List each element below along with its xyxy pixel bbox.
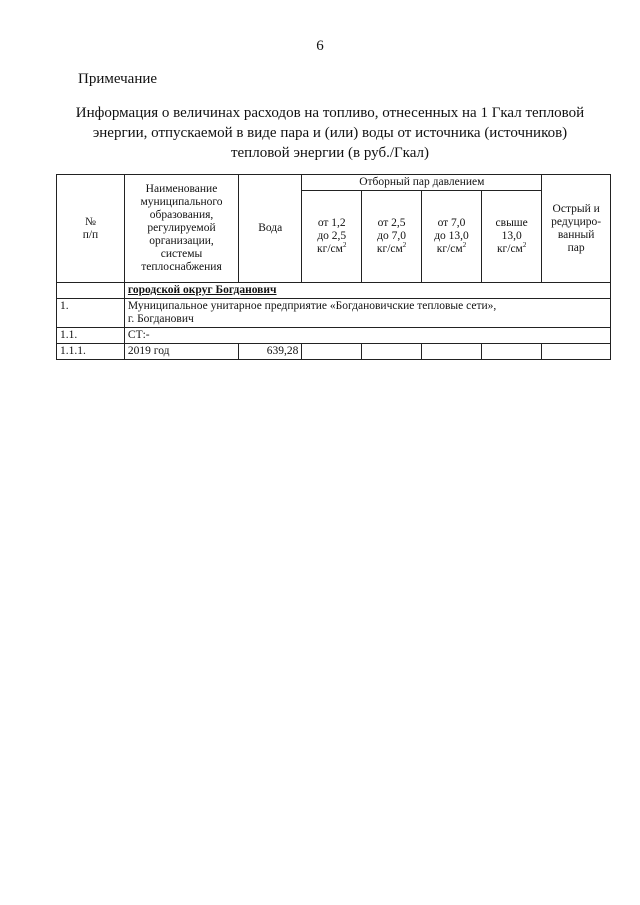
header-sharp-line: ванный — [557, 228, 595, 241]
pressure-unit: $кг/см^2$ — [376, 241, 407, 255]
pressure-line: до 2,5 — [317, 230, 347, 242]
header-name-line: образования, — [149, 209, 214, 221]
row-text: СТ:- — [124, 328, 610, 344]
header-num-line: п/п — [82, 228, 99, 241]
header-steam-group: Отборный пар давлением — [302, 175, 542, 191]
pressure-line: 13,0 — [501, 230, 522, 242]
table-cell — [302, 344, 362, 360]
table-cell — [542, 344, 611, 360]
header-name-line: муниципального — [140, 196, 223, 208]
row-num: 1. — [57, 299, 125, 328]
district-cell — [124, 283, 610, 299]
header-name-line: системы — [160, 248, 203, 260]
header-pressure-4 — [481, 191, 541, 283]
table-row — [57, 328, 611, 344]
district-name: городской округ Богданович — [127, 284, 277, 296]
pressure-unit: $кг/см^2$ — [496, 241, 527, 255]
row-text — [124, 299, 610, 328]
title-line-2: энергии, отпускаемой в виде пара и (или) воды от источника (источников) — [92, 125, 568, 141]
note-label: Примечание — [78, 71, 158, 87]
header-name-line: теплоснабжения — [141, 261, 222, 273]
header-sharp-line: пар — [567, 241, 585, 254]
table-row — [57, 344, 611, 360]
pressure-line: от 1,2 — [317, 217, 346, 229]
header-pressure-1 — [302, 191, 362, 283]
header-num-line: № — [84, 215, 96, 228]
row-period: 2019 год — [124, 344, 238, 360]
header-name-line: организации, — [149, 235, 214, 247]
row-text-line: г. Богданович — [127, 313, 194, 325]
pressure-unit: $кг/см^2$ — [436, 241, 467, 255]
pressure-line: свыше — [495, 217, 528, 229]
table-cell — [481, 344, 541, 360]
fuel-cost-table — [56, 174, 611, 360]
pressure-line: от 7,0 — [437, 217, 466, 229]
row-num: 1.1. — [57, 328, 125, 344]
header-pressure-2 — [362, 191, 422, 283]
row-num: 1.1.1. — [57, 344, 125, 360]
row-water-value: 639,28 — [239, 344, 302, 360]
header-name-line: регулируемой — [147, 222, 216, 234]
header-water: Вода — [239, 175, 302, 283]
header-num — [57, 175, 125, 283]
title-line-1: Информация о величинах расходов на топливо, отнесенных на 1 Гкал тепловой — [75, 105, 585, 121]
header-name — [124, 175, 238, 283]
document-title — [70, 103, 590, 163]
table-cell — [362, 344, 422, 360]
title-line-3: тепловой энергии (в руб./Гкал) — [230, 145, 430, 161]
header-sharp-line: Острый и — [552, 202, 600, 215]
header-sharp-steam — [542, 175, 611, 283]
pressure-unit: $кг/см^2$ — [317, 241, 347, 255]
pressure-line: от 2,5 — [377, 217, 406, 229]
table-cell — [422, 344, 482, 360]
pressure-line: до 13,0 — [434, 230, 469, 242]
header-sharp-line: редуциро- — [551, 215, 602, 228]
table-row — [57, 299, 611, 328]
header-name-line: Наименование — [145, 183, 218, 195]
table-row — [57, 283, 611, 299]
pressure-line: до 7,0 — [377, 230, 407, 242]
page-number: 6 — [316, 38, 324, 54]
row-text-line: Муниципальное унитарное предприятие «Богдановичские тепловые сети», — [127, 300, 497, 312]
header-pressure-3 — [422, 191, 482, 283]
table-cell — [57, 283, 125, 299]
